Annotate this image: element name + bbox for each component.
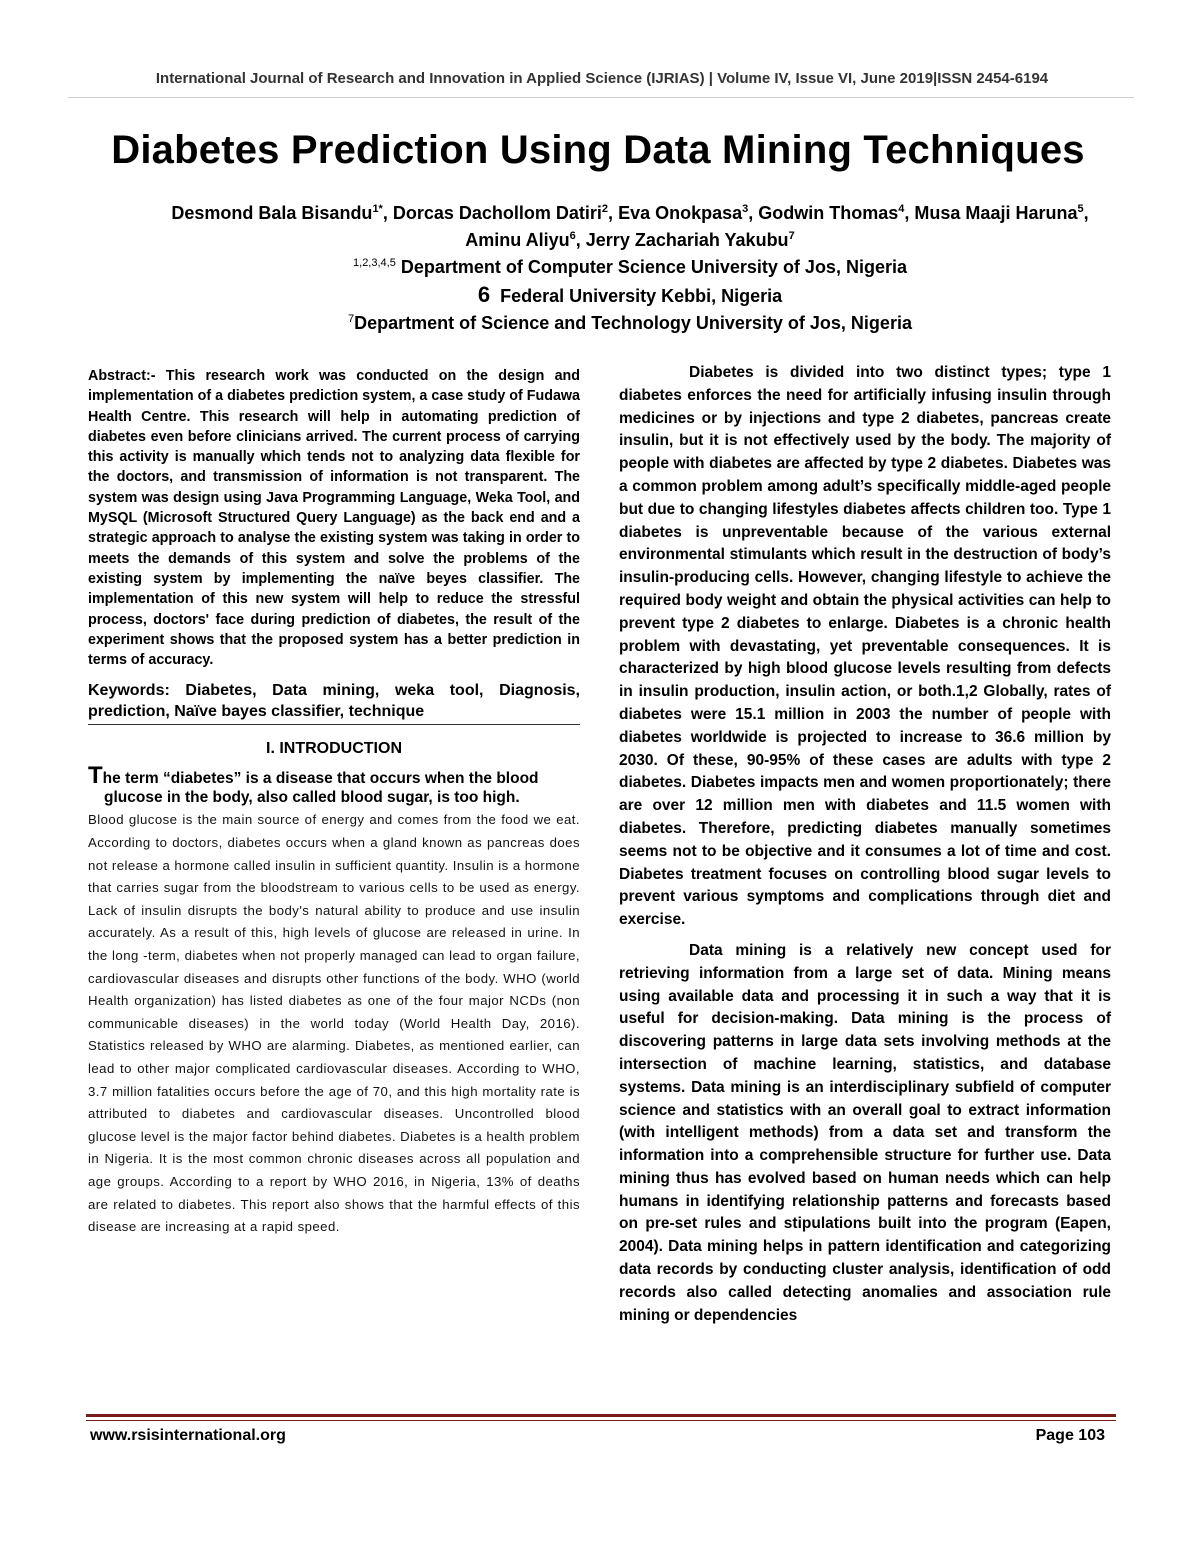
paper-title: Diabetes Prediction Using Data Mining Techniques [111,128,1085,172]
footer-divider-thin [86,1420,1116,1421]
affiliation-1: $^{1,2,3,4,5}$ Department of Computer Science University of Jos, Nigeria [353,257,907,277]
page-number: Page 103 [1035,1427,1105,1444]
header-divider [68,97,1134,98]
author-list [150,200,1110,254]
author: Jerry Zachariah Yakubu$^7$ [585,230,795,250]
running-header: International Journal of Research and Innovation in Applied Science (IJRIAS) | Volume IV, Issue VI, June 2019|ISSN 2454-6194 [155,70,1049,87]
left-column [88,366,580,1239]
drop-cap: T [88,762,103,790]
author: Musa Maaji Haruna$^5$, [914,203,1089,223]
author: Desmond Bala Bisandu$^{1*}$, [171,203,393,223]
affiliation-2: 6 Federal University Kebbi, Nigeria [477,282,783,307]
affiliation-3: $^7$Department of Science and Technology University of Jos, Nigeria [348,313,912,333]
footer-divider [86,1414,1116,1417]
paragraph-data-mining: Data mining is a relatively new concept used for retrieving information from a large set of data. Mining means using available data and processing it in such a way that it is useful for decision-making. Data mining is the process of discovering patterns in large data sets involving methods at the intersection of machine learning, statistics, and database systems. Data mining is an interdisciplinary subfield of computer science and statistics with an overall goal to extract information (with intelligent methods) from a data set and transform the information into a comprehensible structure for further use. Data mining thus has evolved based on human needs which can help humans in identifying relationship patterns and forecasts based on pre-set rules and stipulations built into the program (Eapen, 2004). Data mining helps in pattern identification and categorizing data records by conducting cluster analysis, identification of odd records also called detecting anomalies and association rule mining or dependencies [619,941,1111,1324]
intro-body: Blood glucose is the main source of energy and comes from the food we eat. According to doctors, diabetes occurs when a gland known as pancreas does not release a hormone called insulin in sufficient quantity. Insulin is a hormone that carries sugar from the bloodstream to various cells to be used as energy. Lack of insulin disrupts the body's natural ability to produce and use insulin accurately. As a result of this, high levels of glucose are released in urine. In the long -term, diabetes when not properly managed can lead to organ failure, cardiovascular diseases and disrupts other functions of the body. WHO (world Health organization) has listed diabetes as one of the four major NCDs (non communicable diseases) in the world today (World Health Day, 2016). Statistics released by WHO are alarming. Diabetes, as mentioned earlier, can lead to other major complicated cardiovascular diseases. According to WHO, 3.7 million fatalities occurs before the age of 70, and this high mortality rate is attributed to diabetes and cardiovascular diseases. Uncontrolled blood glucose level is the major factor behind diabetes. Diabetes is a health problem in Nigeria. It is the most common chronic diseases across all population and age groups. According to a report by WHO 2016, in Nigeria, 13% of deaths are related to diabetes. This report also shows that the harmful effects of this disease are increasing at a rapid speed. [88,812,580,1235]
keywords: Keywords: Diabetes, Data mining, weka tool, Diagnosis, prediction, Naïve bayes classifier, technique [88,682,580,721]
intro-lead: The term “diabetes” is a disease that occurs when the blood glucose in the body, also called blood sugar, is too high. [88,762,539,807]
footer-url: www.rsisinternational.org [90,1427,286,1444]
author-block [150,200,1110,337]
paragraph-diabetes-types: Diabetes is divided into two distinct types; type 1 diabetes enforces the need for artificially infusing insulin through medicines or by injections and type 2 diabetes, pancreas create insulin, but it is not effectively used by the body. The majority of people with diabetes are affected by type 2 diabetes. Diabetes was a common problem among adult’s specifically middle-aged people but due to changing lifestyles diabetes affects children too. Type 1 diabetes is unpreventable because of the various external environmental stimulants which result in the destruction of body’s insulin-producing cells. However, changing lifestyle to achieve the required body weight and obtain the physical activities can help to prevent type 2 diabetes to enlarge. Diabetes is a chronic health problem with devastating, yet preventable consequences. It is characterized by high blood glucose levels resulting from defects in insulin production, insulin action, or both.1,2 Globally, rates of diabetes were 15.1 million in 2003 the number of people with diabetes worldwide is projected to increase to 36.6 million by 2030. Of these, 90-95% of these cases are adults with type 2 diabetes. Diabetes impacts men and women proportionately; there are over 12 million men with diabetes and 11.5 women with diabetes. Therefore, predicting diabetes manually sometimes seems not to be objective and it consumes a lot of time and cost. Diabetes treatment focuses on controlling blood sugar levels to prevent various symptoms and complications through diet and exercise. [619,364,1111,929]
author: Godwin Thomas$^4$, [758,203,915,223]
right-column [619,362,1111,1327]
keywords-divider [88,724,580,725]
author: Aminu Aliyu$^6$, [465,230,586,250]
author: Eva Onokpasa$^3$, [618,203,759,223]
author: Dorcas Dachollom Datiri$^2$, [392,203,619,223]
abstract: Abstract:- This research work was conducted on the design and implementation of a diabetes prediction system, a case study of Fudawa Health Centre. This research will help in automating prediction of diabetes even before clinicians arrived. The current process of carrying this activity is manually which tends not to analyzing data flexible for the doctors, and transmission of information is not transparent. The system was design using Java Programming Language, Weka Tool, and MySQL (Microsoft Structured Query Language) as the back end and a strategic approach to analyse the existing system was taking in order to meets the demands of this system and solve the problems of the existing system by implementing the naïve beyes classifier. The implementation of this new system will help to reduce the stressful process, doctors' face during prediction of diabetes, the result of the experiment shows that the proposed system has a better prediction in terms of accuracy. [88,368,580,669]
section-heading-introduction: I. INTRODUCTION [266,740,402,758]
